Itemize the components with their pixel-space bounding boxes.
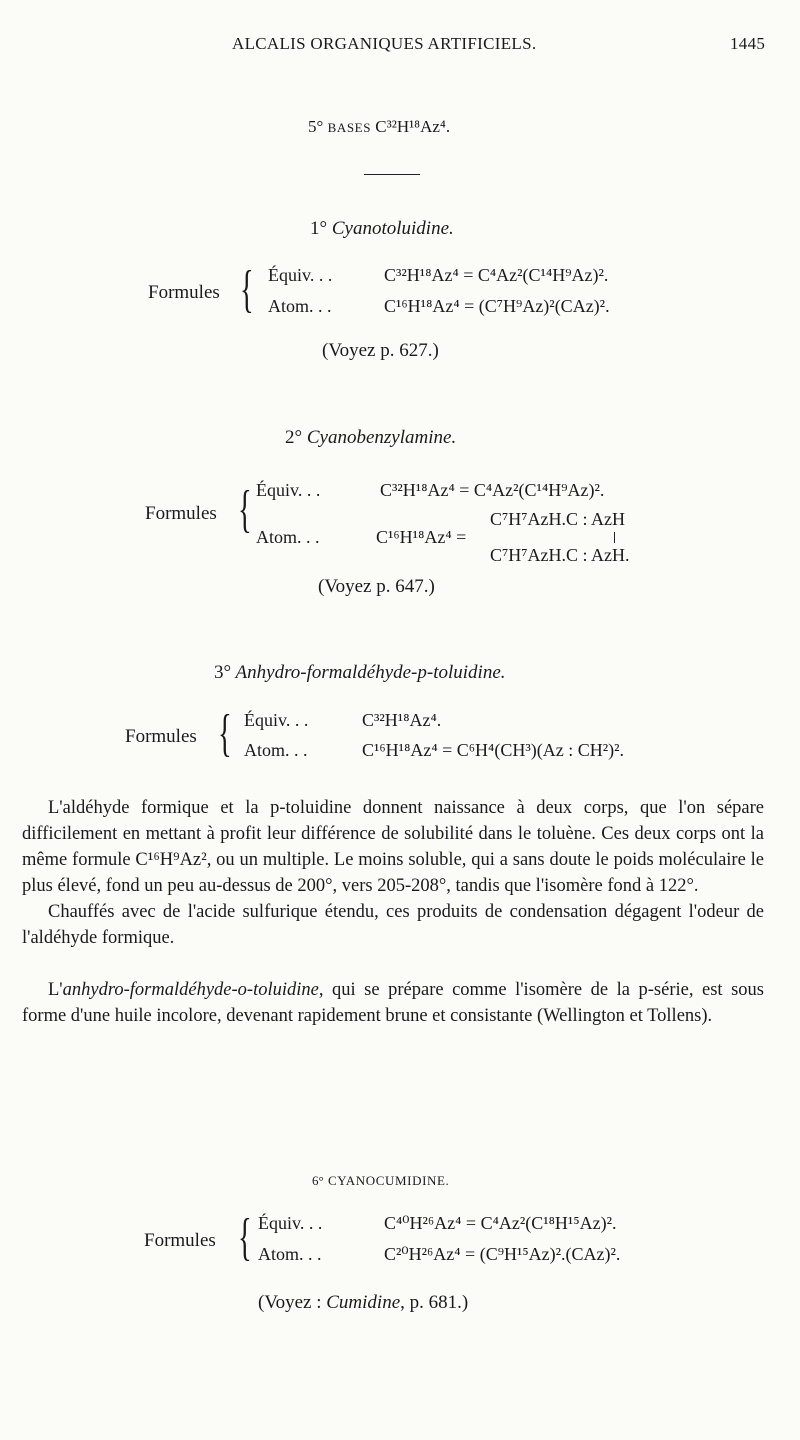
section-divider <box>364 174 420 175</box>
paragraph-2: Chauffés avec de l'acide sulfurique étendu, ces produits de condensation dégagent l'odeur de l'aldéhyde formique. <box>22 902 764 948</box>
compound-2-brace: { <box>238 481 252 538</box>
compound-3-formules-label: Formules <box>125 726 197 747</box>
compound-1-equiv-label: Équiv. . . <box>268 265 333 285</box>
body-text <box>22 795 764 1029</box>
compound-3-atom-formula: C¹⁶H¹⁸Az⁴ = C⁶H⁴(CH³)(Az : CH²)². <box>362 740 624 760</box>
paragraph-1: L'aldéhyde formique et la p-toluidine donnent naissance à deux corps, que l'on sépare difficilement en mettant à profit leur différence de solubilité dans le toluène. Ces deux corps ont la même formule C¹⁶H⁹Az², ou un multiple. Le moins soluble, qui a sans doute le poids moléculaire le plus élevé, fond un peu au-dessus de 200°, vers 205-208°, tandis que l'isomère fond à 122°. <box>22 798 764 896</box>
compound-1-equiv-formula: C³²H¹⁸Az⁴ = C⁴Az²(C¹⁴H⁹Az)². <box>384 265 609 285</box>
compound-2-atom-label: Atom. . . <box>256 527 320 547</box>
compound-2-formules-label: Formules <box>145 503 217 524</box>
section-6-equiv-label: Équiv. . . <box>258 1213 323 1233</box>
section-6-reference <box>258 1292 468 1314</box>
section-6-atom-label: Atom. . . <box>258 1244 322 1264</box>
compound-3-equiv-formula: C³²H¹⁸Az⁴. <box>362 710 442 730</box>
compound-2-equiv-label: Équiv. . . <box>256 480 321 500</box>
section-6-reference-close: , p. 681.) <box>400 1292 469 1313</box>
paragraph-3-lead: L' <box>48 980 63 1000</box>
compound-1-brace: { <box>240 261 254 318</box>
section-6-prefix: 6° <box>312 1173 324 1188</box>
compound-3-heading <box>214 662 506 684</box>
compound-1-number: 1° <box>310 218 328 239</box>
compound-2-atom-formula: C¹⁶H¹⁸Az⁴ = <box>376 527 467 547</box>
compound-1-atom-formula: C¹⁶H¹⁸Az⁴ = (C⁷H⁹Az)²(CAz)². <box>384 296 610 316</box>
compound-3-equiv-label: Équiv. . . <box>244 710 309 730</box>
compound-2-name: Cyanobenzylamine. <box>306 427 457 448</box>
compound-2-equiv-formula: C³²H¹⁸Az⁴ = C⁴Az²(C¹⁴H⁹Az)². <box>380 480 605 500</box>
compound-2-atom-bottom: C⁷H⁷AzH.C : AzH. <box>490 545 630 565</box>
compound-2-bond-line <box>614 532 615 543</box>
compound-2-number: 2° <box>285 427 303 448</box>
section-6-reference-open: (Voyez : <box>258 1292 327 1313</box>
paragraph-3 <box>22 977 764 1029</box>
paragraph-3-rest: , qui se prépare comme l'isomère de la p-série, est sous forme d'une huile incolore, devenant rapidement brune et consistante (Wellington et Tollens). <box>22 980 764 1026</box>
compound-3-number: 3° <box>214 662 232 683</box>
section-5-heading <box>308 117 450 137</box>
compound-3-name: Anhydro-formaldéhyde-p-toluidine. <box>235 662 506 683</box>
compound-1-name: Cyanotoluidine. <box>331 218 454 239</box>
section-6-reference-italic: Cumidine <box>326 1292 401 1313</box>
compound-2-reference: (Voyez p. 647.) <box>318 576 435 597</box>
compound-1-reference: (Voyez p. 627.) <box>322 340 439 361</box>
section-6-formules-label: Formules <box>144 1230 216 1251</box>
compound-1-formules-label: Formules <box>148 282 220 303</box>
section-6-brace: { <box>238 1209 252 1266</box>
compound-2-heading <box>285 427 456 449</box>
running-header: ALCALIS ORGANIQUES ARTIFICIELS. <box>232 34 537 53</box>
section-6-label: CYANOCUMIDINE. <box>327 1173 450 1188</box>
page-number: 1445 <box>730 34 766 53</box>
section-5-prefix: 5° <box>308 117 324 136</box>
section-6-equiv-formula: C⁴⁰H²⁶Az⁴ = C⁴Az²(C¹⁸H¹⁵Az)². <box>384 1213 617 1233</box>
section-6-atom-formula: C²⁰H²⁶Az⁴ = (C⁹H¹⁵Az)².(CAz)². <box>384 1244 621 1264</box>
compound-2-atom-top: C⁷H⁷AzH.C : AzH <box>490 509 626 529</box>
compound-1-atom-label: Atom. . . <box>268 296 332 316</box>
paragraph-3-italic: anhydro-formaldéhyde-o-toluidine <box>62 980 319 1000</box>
compound-3-atom-label: Atom. . . <box>244 740 308 760</box>
section-6-heading <box>312 1170 449 1190</box>
section-5-label: BASES <box>327 120 372 135</box>
compound-1-heading <box>310 218 454 240</box>
compound-3-brace: { <box>218 705 232 762</box>
section-5-formula: C³²H¹⁸Az⁴. <box>375 117 451 136</box>
